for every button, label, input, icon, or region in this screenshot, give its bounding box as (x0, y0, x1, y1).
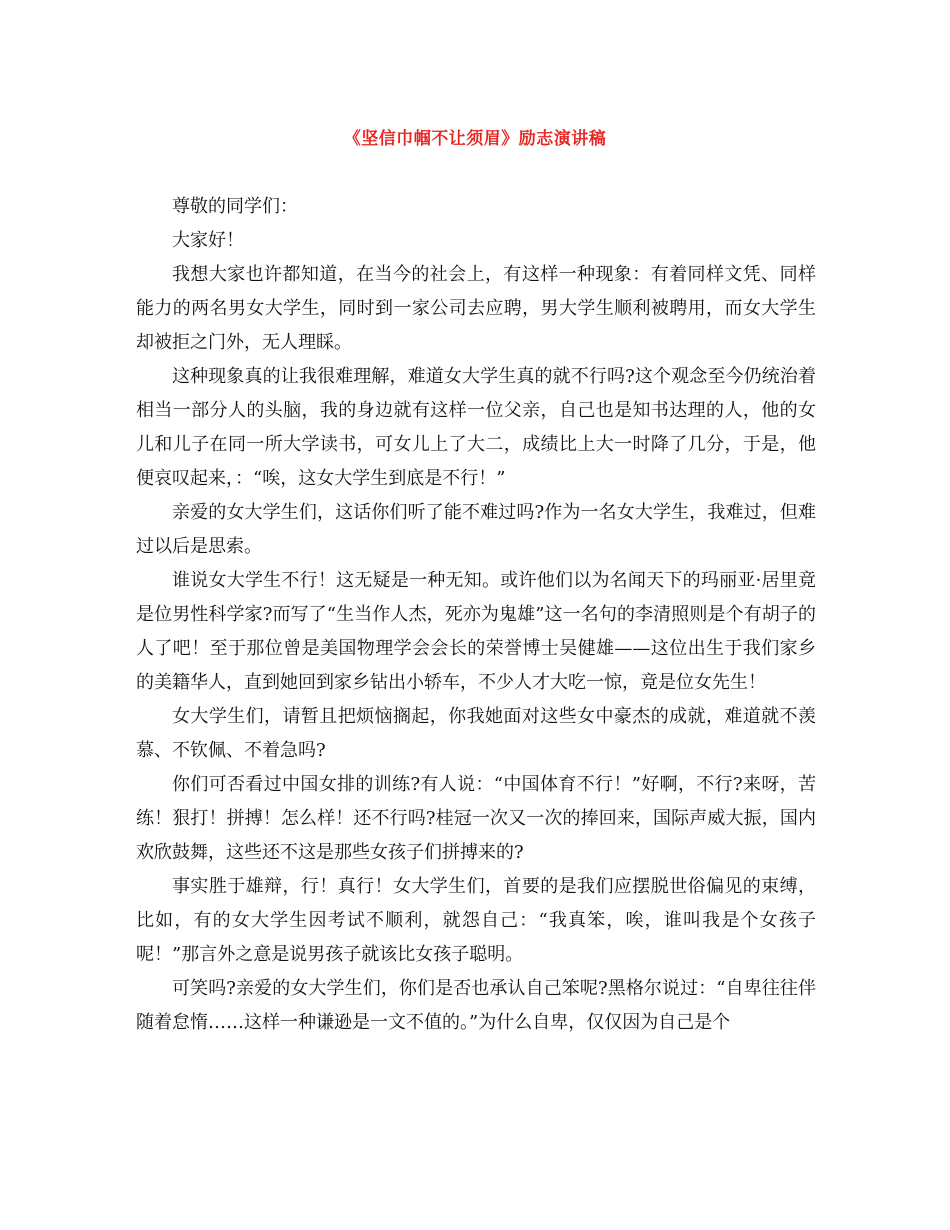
document-title: 《坚信巾帼不让须眉》励志演讲稿 (343, 129, 607, 149)
paragraph: 亲爱的女大学生们，这话你们听了能不难过吗?作为一名女大学生，我难过，但难过以后是思索。 (136, 502, 816, 557)
paragraph: 谁说女大学生不行！这无疑是一种无知。或许他们以为名闻天下的玛丽亚·居里竟是位男性科学家?而写了“生当作人杰，死亦为鬼雄”这一名句的李清照则是个有胡子的人了吧！至于那位曾是美国物理学会会长的荣誉博士吴健雄——这位出生于我们家乡的美籍华人，直到她回到家乡钻出小轿车，不少人才大吃一惊，竟是位女先生！ (136, 570, 816, 693)
document-body (136, 190, 816, 1040)
paragraph: 你们可否看过中国女排的训练?有人说：“中国体育不行！”好啊，不行?来呀，苦练！狠打！拼搏！怎么样！还不行吗?桂冠一次又一次的捧回来，国际声威大振，国内欢欣鼓舞，这些还不这是那些女孩子们拼搏来的? (136, 774, 816, 863)
paragraph: 女大学生们，请暂且把烦恼搁起，你我她面对这些女中豪杰的成就，难道就不羡慕、不钦佩、不着急吗? (136, 706, 816, 761)
paragraph: 尊敬的同学们： (172, 196, 298, 217)
paragraph: 事实胜于雄辩，行！真行！女大学生们，首要的是我们应摆脱世俗偏见的束缚，比如，有的女大学生因考试不顺利，就怨自己：“我真笨，唉，谁叫我是个女孩子呢！”那言外之意是说男孩子就该比女孩子聪明。 (136, 876, 816, 965)
paragraph: 这种现象真的让我很难理解，难道女大学生真的就不行吗?这个观念至今仍统治着相当一部分人的头脑，我的身边就有这样一位父亲，自己也是知书达理的人，他的女儿和儿子在同一所大学读书，可女儿上了大二，成绩比上大一时降了几分，于是，他便哀叹起来，：“唉，这女大学生到底是不行！” (136, 366, 816, 489)
paragraph: 大家好！ (172, 230, 244, 251)
paragraph: 可笑吗?亲爱的女大学生们，你们是否也承认自己笨呢?黑格尔说过：“自卑往往伴随着怠惰……这样一种谦逊是一文不值的。”为什么自卑，仅仅因为自己是个 (136, 978, 816, 1033)
paragraph: 我想大家也许都知道，在当今的社会上，有这样一种现象：有着同样文凭、同样能力的两名男女大学生，同时到一家公司去应聘，男大学生顺利被聘用，而女大学生却被拒之门外，无人理睬。 (136, 264, 816, 353)
